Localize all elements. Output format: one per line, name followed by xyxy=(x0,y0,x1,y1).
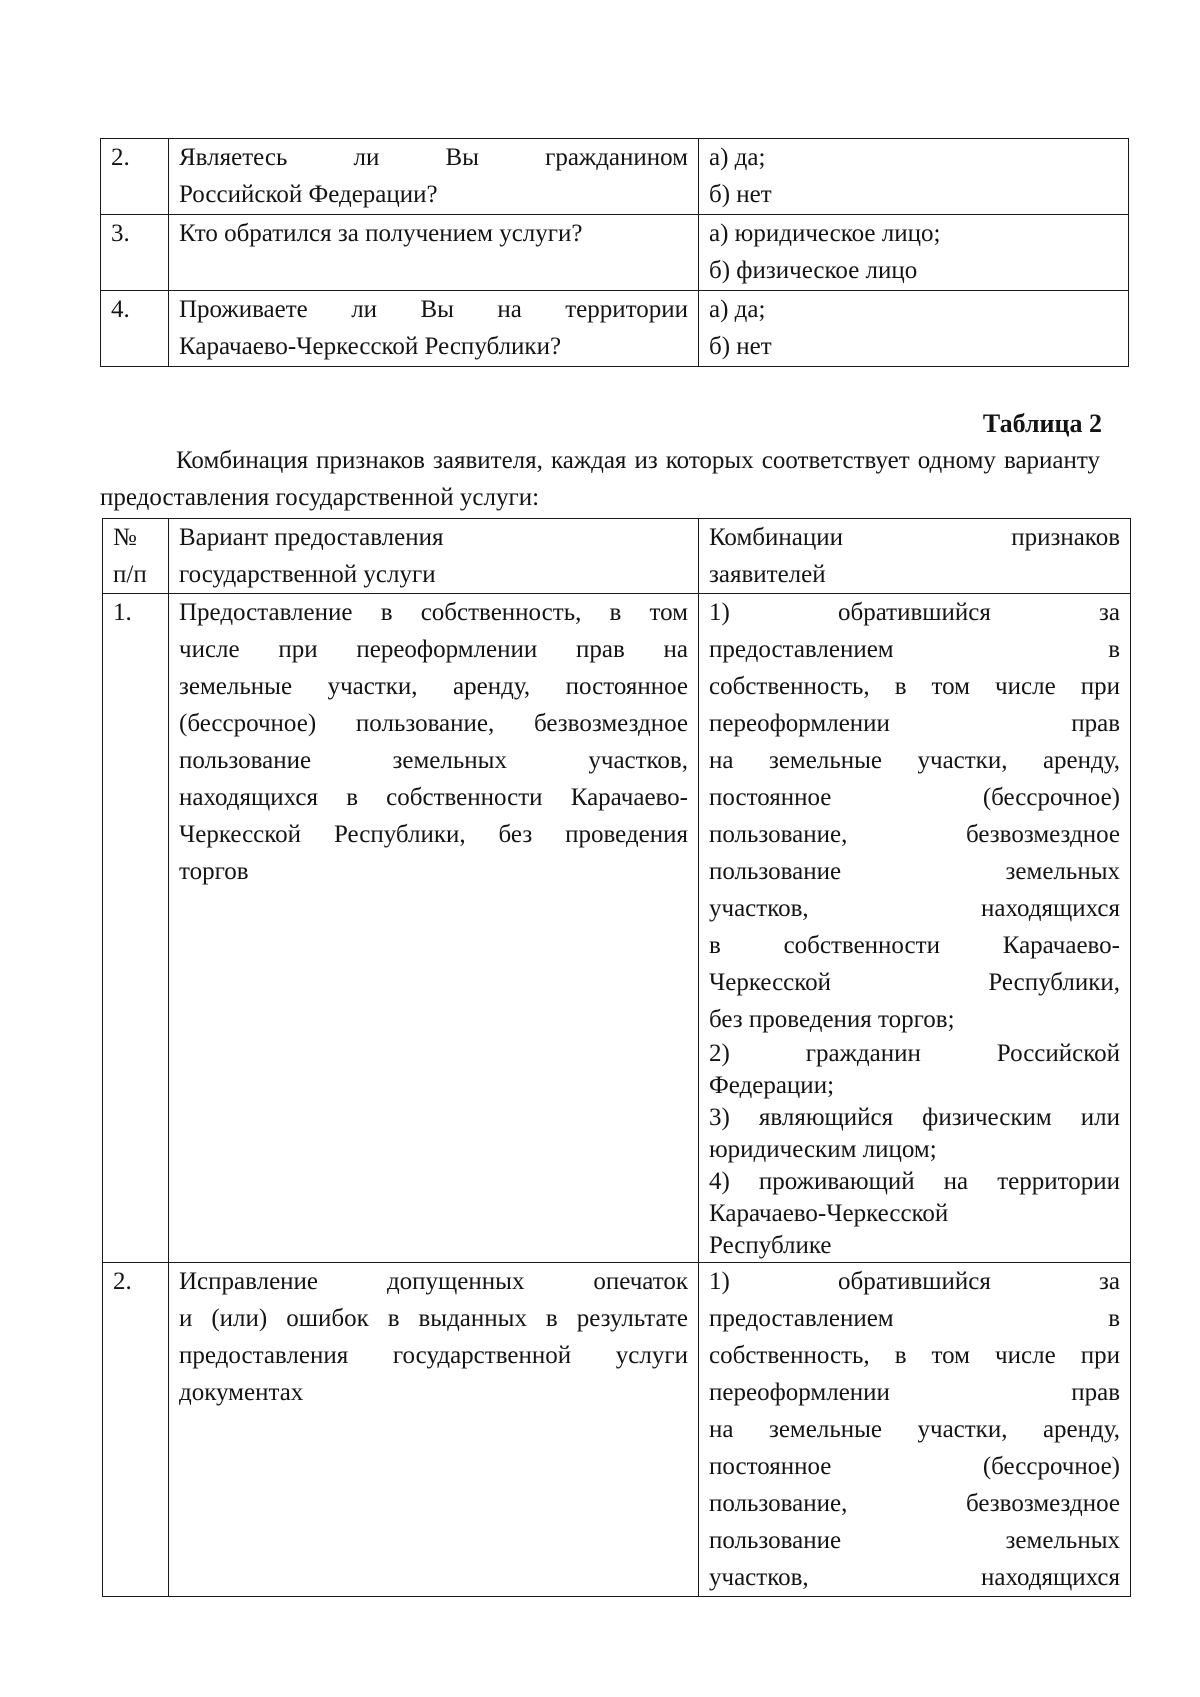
combination-line: переоформлении прав xyxy=(709,710,1120,737)
answer-line: а) да; xyxy=(709,296,766,323)
variant-line: документах xyxy=(179,1379,304,1406)
row-number: 2. xyxy=(103,1263,169,1597)
table-caption: Комбинация признаков заявителя, каждая из которых соответствует одному варианту предоставления государственной услуги: xyxy=(100,447,1100,511)
question-cell xyxy=(169,139,699,215)
table-row xyxy=(101,215,1129,291)
combination-line: 2) гражданин Российской xyxy=(709,1040,1120,1067)
combination-line: собственность, в том числе при xyxy=(709,1342,1120,1369)
row-number: 2. xyxy=(101,139,169,215)
table-row xyxy=(101,291,1129,367)
combination-line: Черкесской Республики, xyxy=(709,969,1120,996)
variant-line: (бессрочное) пользование, безвозмездное xyxy=(179,710,688,737)
variant-line: Исправление допущенных опечаток xyxy=(179,1268,688,1295)
combination-line: пользование, безвозмездное xyxy=(709,1490,1120,1517)
combination-line: собственность, в том числе при xyxy=(709,673,1120,700)
combination-line: на земельные участки, аренду, xyxy=(709,1416,1120,1443)
variant-line: находящихся в собственности Карачаево- xyxy=(179,784,688,811)
combination-line: постоянное (бессрочное) xyxy=(709,1453,1120,1480)
combination-line: участков, находящихся xyxy=(709,1564,1120,1591)
variant-line: Черкесской Республики, без проведения xyxy=(179,821,688,848)
combination-line: в собственности Карачаево- xyxy=(709,932,1120,959)
combination-cell xyxy=(699,1263,1131,1597)
answer-line: б) нет xyxy=(709,181,772,208)
combination-line: Федерации; xyxy=(709,1072,835,1099)
variant-cell xyxy=(169,1263,699,1597)
header-num-line: п/п xyxy=(113,561,147,588)
question-line: Кто обратился за получением услуги? xyxy=(179,220,583,247)
answer-cell xyxy=(699,291,1129,367)
question-line: Карачаево-Черкесской Республики? xyxy=(179,333,562,360)
answer-line: а) юридическое лицо; xyxy=(709,220,941,247)
row-number: 4. xyxy=(101,291,169,367)
combination-line: Карачаево-Черкесской xyxy=(709,1200,949,1227)
table-header-row xyxy=(103,519,1131,594)
header-num xyxy=(103,519,169,594)
combination-line: юридическим лицом; xyxy=(709,1136,937,1163)
header-num-line: № xyxy=(113,524,137,551)
variants-table xyxy=(102,518,1131,1597)
combination-line: без проведения торгов; xyxy=(709,1006,955,1033)
variant-line: пользование земельных участков, xyxy=(179,747,688,774)
combination-line: на земельные участки, аренду, xyxy=(709,747,1120,774)
variant-cell xyxy=(169,594,699,1263)
combination-line: переоформлении прав xyxy=(709,1379,1120,1406)
table-title: Таблица 2 xyxy=(982,409,1102,438)
row-number: 3. xyxy=(101,215,169,291)
variant-line: числе при переоформлении прав на xyxy=(179,636,688,663)
table-row xyxy=(101,139,1129,215)
combination-line: пользование, безвозмездное xyxy=(709,821,1120,848)
combination-line: постоянное (бессрочное) xyxy=(709,784,1120,811)
header-combination-line: заявителей xyxy=(709,561,826,588)
combination-line: участков, находящихся xyxy=(709,895,1120,922)
question-cell xyxy=(169,291,699,367)
variant-line: предоставления государственной услуги xyxy=(179,1342,688,1369)
header-variant-line: государственной услуги xyxy=(179,561,436,588)
question-cell xyxy=(169,215,699,291)
combination-line: 1) обратившийся за xyxy=(709,599,1120,626)
question-line: Проживаете ли Вы на территории xyxy=(179,296,688,323)
variant-line: торгов xyxy=(179,858,249,885)
answer-cell xyxy=(699,215,1129,291)
row-number: 1. xyxy=(103,594,169,1263)
question-line: Являетесь ли Вы гражданином xyxy=(179,144,688,171)
variant-line: Предоставление в собственность, в том xyxy=(179,599,688,626)
header-variant xyxy=(169,519,699,594)
combination-line: Республике xyxy=(709,1232,832,1259)
combination-line: 3) являющийся физическим или xyxy=(709,1104,1120,1131)
combination-line: пользование земельных xyxy=(709,1527,1120,1554)
header-combination xyxy=(699,519,1131,594)
answer-line: а) да; xyxy=(709,144,766,171)
combination-line: 4) проживающий на территории xyxy=(709,1168,1120,1195)
header-combination-line: Комбинации признаков xyxy=(709,524,1120,551)
answer-line: б) физическое лицо xyxy=(709,257,918,284)
combination-cell xyxy=(699,594,1131,1263)
answer-cell xyxy=(699,139,1129,215)
questions-table xyxy=(100,138,1129,367)
table-row xyxy=(103,1263,1131,1597)
variant-line: и (или) ошибок в выданных в результате xyxy=(179,1305,688,1332)
combination-line: предоставлением в xyxy=(709,1305,1120,1332)
variant-line: земельные участки, аренду, постоянное xyxy=(179,673,688,700)
answer-line: б) нет xyxy=(709,333,772,360)
combination-line: 1) обратившийся за xyxy=(709,1268,1120,1295)
table-row xyxy=(103,594,1131,1263)
combination-line: пользование земельных xyxy=(709,858,1120,885)
question-line: Российской Федерации? xyxy=(179,181,438,208)
combination-line: предоставлением в xyxy=(709,636,1120,663)
header-variant-line: Вариант предоставления xyxy=(179,524,444,551)
